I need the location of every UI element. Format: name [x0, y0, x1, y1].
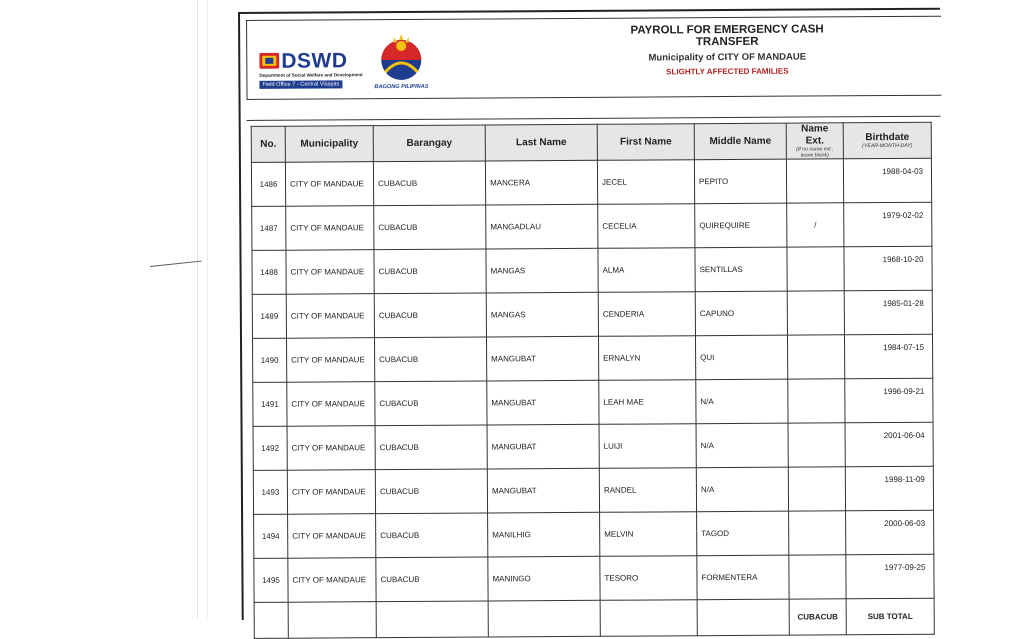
cell-first-name: JECEL [597, 160, 694, 205]
table-row [254, 511, 934, 559]
cell-municipality: CITY OF MANDAUE [287, 470, 375, 515]
cell-no: 1494 [254, 515, 288, 559]
cell-name-ext [788, 423, 845, 467]
cell-no: 1488 [252, 251, 286, 295]
dswd-emblem-icon [259, 53, 279, 69]
scan-shadow-edge [197, 0, 198, 618]
cell-birthdate: 1968-10-20 [844, 247, 932, 292]
cell-name-ext: / [787, 203, 844, 247]
pen-mark [150, 261, 202, 267]
summary-empty-cell [600, 600, 697, 637]
cell-barangay: CUBACUB [375, 469, 487, 514]
dswd-field-office: Field Office 7 - Central Visayas [259, 80, 342, 89]
cell-no: 1491 [253, 383, 287, 427]
col-header-barangay: Barangay [373, 125, 485, 162]
cell-birthdate: 2000-06-03 [846, 511, 934, 556]
payroll-table [251, 122, 935, 639]
summary-row [254, 599, 934, 639]
dswd-subtitle: Department of Social Welfare and Development [259, 72, 363, 78]
cell-municipality: CITY OF MANDAUE [288, 558, 376, 603]
table-row [252, 335, 932, 383]
cell-no: 1489 [252, 295, 286, 339]
cell-first-name: ALMA [598, 248, 695, 293]
cell-last-name: MANILHIG [488, 513, 600, 558]
cell-last-name: MANGADLAU [486, 205, 598, 250]
cell-first-name: LUIJI [599, 424, 696, 469]
dswd-logo [259, 49, 363, 95]
cell-barangay: CUBACUB [373, 161, 485, 206]
cell-middle-name: QUI [695, 336, 787, 381]
cell-middle-name: N/A [696, 424, 788, 469]
cell-birthdate: 2001-06-04 [845, 423, 933, 468]
bagong-pilipinas-label: BAGONG PILIPINAS [374, 83, 429, 91]
cell-name-ext [788, 467, 845, 511]
document-header [246, 16, 941, 100]
table-row [252, 291, 932, 339]
cell-middle-name: QUIREQUIRE [695, 204, 787, 249]
cell-first-name: CENDERIA [598, 292, 695, 337]
cell-last-name: MANGAS [486, 293, 598, 338]
name-ext-note: (If no name ext , leave blank) [796, 146, 834, 159]
cell-middle-name: N/A [696, 380, 788, 425]
cell-municipality: CITY OF MANDAUE [288, 514, 376, 559]
cell-name-ext [787, 335, 844, 379]
cell-birthdate: 1979-02-02 [844, 203, 932, 248]
header-divider [247, 116, 941, 121]
cell-birthdate: 1985-01-28 [844, 291, 932, 336]
cell-municipality: CITY OF MANDAUE [286, 206, 374, 251]
cell-first-name: TESORO [600, 556, 697, 601]
table-row [253, 423, 933, 471]
cell-first-name: LEAH MAE [599, 380, 696, 425]
cell-municipality: CITY OF MANDAUE [287, 382, 375, 427]
cell-municipality: CITY OF MANDAUE [285, 162, 373, 207]
scan-shadow-edge-inner [207, 0, 208, 618]
cell-no: 1495 [254, 559, 288, 603]
table-row [253, 379, 933, 427]
payroll-sheet [238, 8, 944, 623]
cell-middle-name: PEPITO [694, 160, 786, 205]
table-row [253, 467, 933, 515]
col-header-first-name: First Name [597, 124, 694, 161]
cell-first-name: CECELIA [598, 204, 695, 249]
cell-last-name: MANGUBAT [487, 425, 599, 470]
cell-name-ext [788, 379, 845, 423]
bagong-pilipinas-emblem-icon [371, 32, 431, 84]
cell-name-ext [789, 555, 846, 599]
summary-subtotal-label: SUB TOTAL [846, 599, 934, 636]
cell-municipality: CITY OF MANDAUE [286, 294, 374, 339]
table-header-row [251, 122, 931, 163]
cell-middle-name: TAGOD [697, 512, 789, 557]
table-row [251, 159, 931, 207]
cell-no: 1493 [253, 471, 287, 515]
table-row [252, 247, 932, 295]
name-ext-label: Name Ext. [801, 123, 829, 147]
cell-no: 1490 [252, 339, 286, 383]
cell-birthdate: 1977-09-25 [846, 555, 934, 600]
cell-first-name: ERNALYN [598, 336, 695, 381]
document-title: PAYROLL FOR EMERGENCY CASH TRANSFER [630, 23, 824, 49]
cell-barangay: CUBACUB [374, 337, 486, 382]
category-label: SLIGHTLY AFFECTED FAMILIES [666, 66, 789, 77]
cell-middle-name: FORMENTERA [697, 556, 789, 601]
birthdate-label: Birthdate [865, 131, 910, 144]
cell-barangay: CUBACUB [374, 293, 486, 338]
cell-municipality: CITY OF MANDAUE [286, 250, 374, 295]
col-header-name-ext [786, 123, 843, 160]
cell-no: 1492 [253, 427, 287, 471]
table-row [252, 203, 932, 251]
col-header-no: No. [251, 126, 285, 163]
cell-barangay: CUBACUB [376, 557, 488, 602]
cell-name-ext [789, 511, 846, 555]
cell-municipality: CITY OF MANDAUE [286, 338, 374, 383]
dswd-wordmark: DSWD [281, 49, 348, 73]
summary-empty-cell [288, 602, 376, 639]
cell-middle-name: CAPUNO [695, 292, 787, 337]
cell-middle-name: N/A [696, 468, 788, 513]
col-header-last-name: Last Name [485, 124, 597, 161]
cell-last-name: MANINGO [488, 557, 600, 602]
cell-last-name: MANGUBAT [487, 381, 599, 426]
birthdate-note: (YEAR-MONTH-DAY) [862, 143, 913, 150]
summary-barangay: CUBACUB [789, 599, 846, 635]
cell-name-ext [787, 247, 844, 291]
title-block [607, 23, 847, 76]
cell-birthdate: 1996-09-21 [845, 379, 933, 424]
cell-last-name: MANGUBAT [486, 337, 598, 382]
cell-first-name: MELVIN [600, 512, 697, 557]
cell-birthdate: 1988-04-03 [843, 159, 931, 204]
col-header-municipality: Municipality [285, 126, 373, 163]
cell-municipality: CITY OF MANDAUE [287, 426, 375, 471]
summary-empty-cell [488, 601, 600, 638]
cell-first-name: RANDEL [599, 468, 696, 513]
cell-name-ext [787, 291, 844, 335]
cell-middle-name: SENTILLAS [695, 248, 787, 293]
col-header-birthdate [843, 122, 931, 159]
cell-barangay: CUBACUB [376, 513, 488, 558]
cell-name-ext [786, 159, 843, 203]
table-row [254, 555, 934, 603]
cell-barangay: CUBACUB [374, 249, 486, 294]
cell-birthdate: 1984-07-15 [844, 335, 932, 380]
summary-empty-cell [254, 603, 288, 639]
cell-no: 1486 [251, 163, 285, 207]
summary-empty-cell [376, 601, 488, 638]
col-header-middle-name: Middle Name [694, 123, 786, 160]
cell-last-name: MANGAS [486, 249, 598, 294]
bagong-pilipinas-logo [371, 32, 431, 92]
cell-barangay: CUBACUB [374, 205, 486, 250]
cell-barangay: CUBACUB [375, 425, 487, 470]
cell-last-name: MANGUBAT [487, 469, 599, 514]
cell-last-name: MANCERA [485, 161, 597, 206]
municipality-line: Municipality of CITY OF MANDAUE [648, 51, 807, 64]
cell-barangay: CUBACUB [375, 381, 487, 426]
cell-birthdate: 1998-11-09 [845, 467, 933, 512]
cell-no: 1487 [252, 207, 286, 251]
